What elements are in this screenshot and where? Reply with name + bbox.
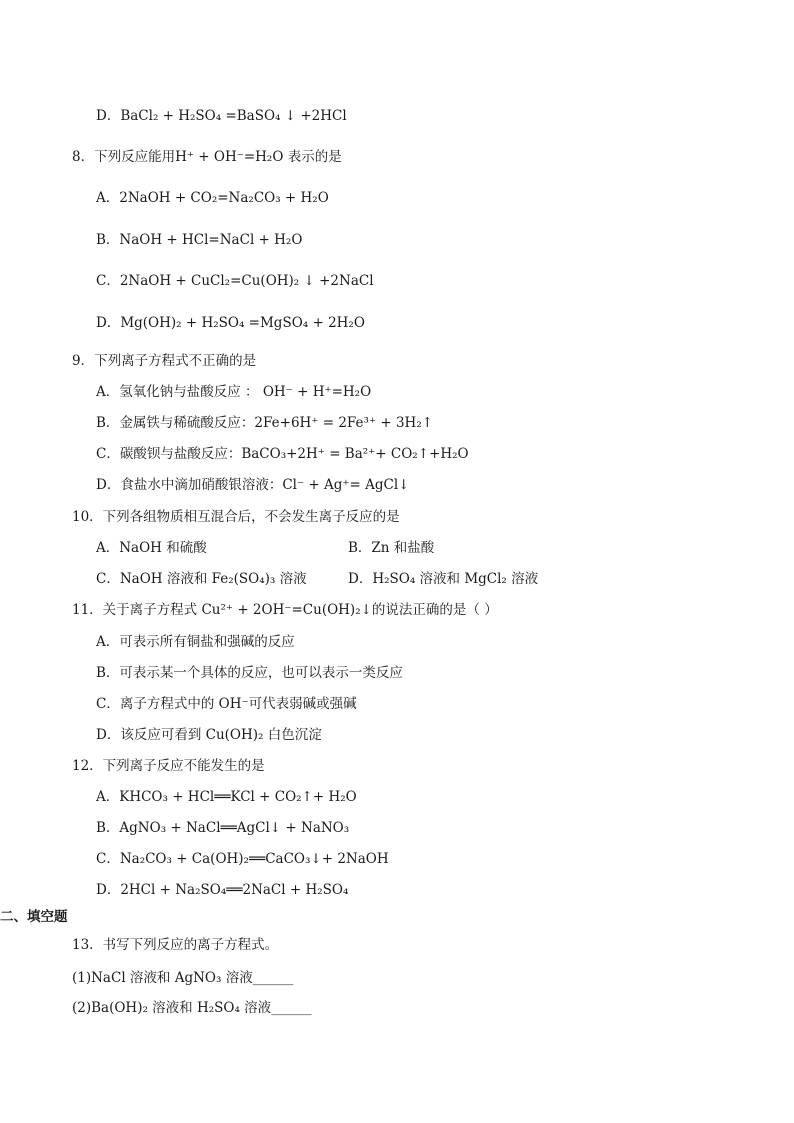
line-q11: 11．关于离子方程式 Cu²⁺ + 2OH⁻=Cu(OH)₂↓的说法正确的是（ ） xyxy=(72,602,498,618)
line-q8c: C．2NaOH + CuCl₂=Cu(OH)₂ ↓ +2NaCl xyxy=(96,273,374,289)
line-q9: 9．下列离子方程式不正确的是 xyxy=(72,353,257,369)
line-q8b: B．NaOH + HCl=NaCl + H₂O xyxy=(96,232,303,248)
line-q11a: A．可表示所有铜盐和强碱的反应 xyxy=(96,634,295,650)
line-q12: 12．下列离子反应不能发生的是 xyxy=(72,758,265,774)
line-q9c: C．碳酸钡与盐酸反应：BaCO₃+2H⁺ = Ba²⁺+ CO₂↑+H₂O xyxy=(96,446,469,462)
line-q8a: A．2NaOH + CO₂=Na₂CO₃ + H₂O xyxy=(96,190,329,206)
line-q10: 10．下列各组物质相互混合后，不会发生离子反应的是 xyxy=(72,509,400,525)
line-q7d: D．BaCl₂ + H₂SO₄ =BaSO₄ ↓ +2HCl xyxy=(96,108,347,124)
line-q8d: D．Mg(OH)₂ + H₂SO₄ =MgSO₄ + 2H₂O xyxy=(96,315,365,331)
line-q13_2: (2)Ba(OH)₂ 溶液和 H₂SO₄ 溶液______ xyxy=(72,1000,312,1016)
line-q11d: D．该反应可看到 Cu(OH)₂ 白色沉淀 xyxy=(96,727,322,743)
line-sec2: 二、填空题 xyxy=(0,909,68,925)
line-q12a: A．KHCO₃ + HCl══KCl + CO₂↑+ H₂O xyxy=(96,789,357,805)
line-q9d: D．食盐水中滴加硝酸银溶液：Cl⁻ + Ag⁺= AgCl↓ xyxy=(96,477,410,493)
line-q10d: D．H₂SO₄ 溶液和 MgCl₂ 溶液 xyxy=(348,571,539,587)
line-q12b: B．AgNO₃ + NaCl══AgCl↓ + NaNO₃ xyxy=(96,820,350,836)
line-q10c: C．NaOH 溶液和 Fe₂(SO₄)₃ 溶液 xyxy=(96,571,307,587)
line-q10a: A．NaOH 和硫酸 xyxy=(96,540,207,556)
line-q12c: C．Na₂CO₃ + Ca(OH)₂══CaCO₃↓+ 2NaOH xyxy=(96,851,389,867)
line-q13_1: (1)NaCl 溶液和 AgNO₃ 溶液______ xyxy=(72,970,294,986)
line-q11b: B．可表示某一个具体的反应，也可以表示一类反应 xyxy=(96,665,403,681)
line-q13: 13．书写下列反应的离子方程式。 xyxy=(72,937,279,953)
line-q9a: A．氢氧化钠与盐酸反应 ： OH⁻ + H⁺=H₂O xyxy=(96,384,372,400)
line-q12d: D．2HCl + Na₂SO₄══2NaCl + H₂SO₄ xyxy=(96,882,349,898)
line-q8: 8．下列反应能用H⁺ + OH⁻=H₂O 表示的是 xyxy=(72,149,342,165)
line-q9b: B．金属铁与稀硫酸反应：2Fe+6H⁺ = 2Fe³⁺ + 3H₂↑ xyxy=(96,415,434,431)
line-q11c: C．离子方程式中的 OH⁻可代表弱碱或强碱 xyxy=(96,696,357,712)
line-q10b: B．Zn 和盐酸 xyxy=(348,540,435,556)
